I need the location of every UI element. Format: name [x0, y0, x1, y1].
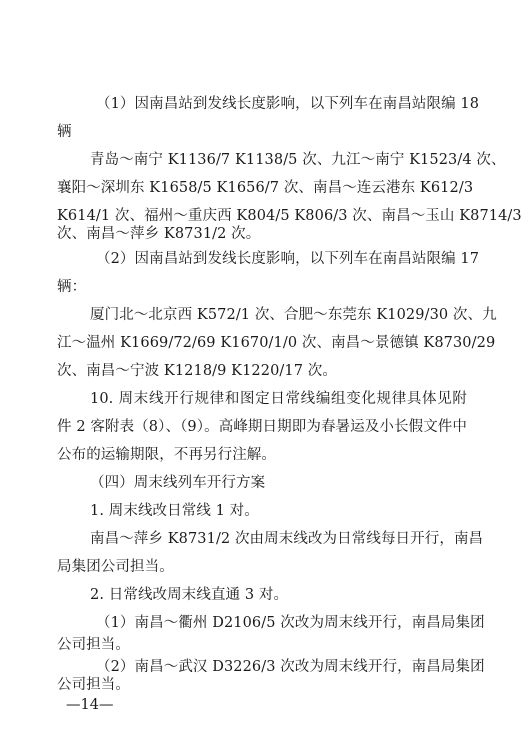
paragraph-line: 辆: [57, 124, 72, 140]
section-heading: （四）周末线列车开行方案: [90, 475, 266, 491]
paragraph-line: （1）因南昌站到发线长度影响，以下列车在南昌站限编 18: [96, 96, 480, 112]
page-number: —14—: [66, 697, 114, 713]
paragraph-line: 公布的运输期限，不再另行注解。: [57, 447, 276, 463]
paragraph-line: 襄阳～深圳东 K1658/5 K1656/7 次、南昌～连云港东 K612/3: [57, 180, 474, 196]
paragraph-line: 次、南昌～宁波 K1218/9 K1220/17 次。: [57, 363, 337, 379]
paragraph-line: 2. 日常线改周末线直通 3 对。: [90, 587, 289, 603]
paragraph-line: K614/1 次、福州～重庆西 K804/5 K806/3 次、南昌～玉山 K8714/3: [57, 208, 522, 224]
paragraph-line: 1. 周末线改日常线 1 对。: [90, 503, 259, 519]
paragraph-line: 厦门北～北京西 K572/1 次、合肥～东莞东 K1029/30 次、九: [90, 307, 497, 323]
paragraph-line: 辆：: [57, 279, 87, 295]
paragraph-line: 次、南昌～萍乡 K8731/2 次。: [57, 226, 261, 242]
paragraph-line: 公司担当。: [57, 637, 130, 653]
paragraph-line: 南昌～萍乡 K8731/2 次由周末线改为日常线每日开行，南昌: [90, 531, 484, 547]
paragraph-line: 10. 周末线开行规律和图定日常线编组变化规律具体见附: [90, 391, 467, 407]
paragraph-line: 件 2 客附表（8）、（9）。高峰期日期即为春暑运及小长假文件中: [57, 419, 467, 435]
paragraph-line: 江～温州 K1669/72/69 K1670/1/0 次、南昌～景德镇 K8730/29: [57, 335, 496, 351]
paragraph-line: （1）南昌～衢州 D2106/5 次改为周末线开行，南昌局集团: [96, 615, 485, 631]
paragraph-line: 局集团公司担当。: [57, 559, 174, 575]
paragraph-line: （2）南昌～武汉 D3226/3 次改为周末线开行，南昌局集团: [96, 659, 485, 675]
paragraph-line: 公司担当。: [57, 677, 130, 693]
paragraph-line: （2）因南昌站到发线长度影响，以下列车在南昌站限编 17: [96, 251, 480, 267]
paragraph-line: 青岛～南宁 K1136/7 K1138/5 次、九江～南宁 K1523/4 次、: [90, 152, 506, 168]
